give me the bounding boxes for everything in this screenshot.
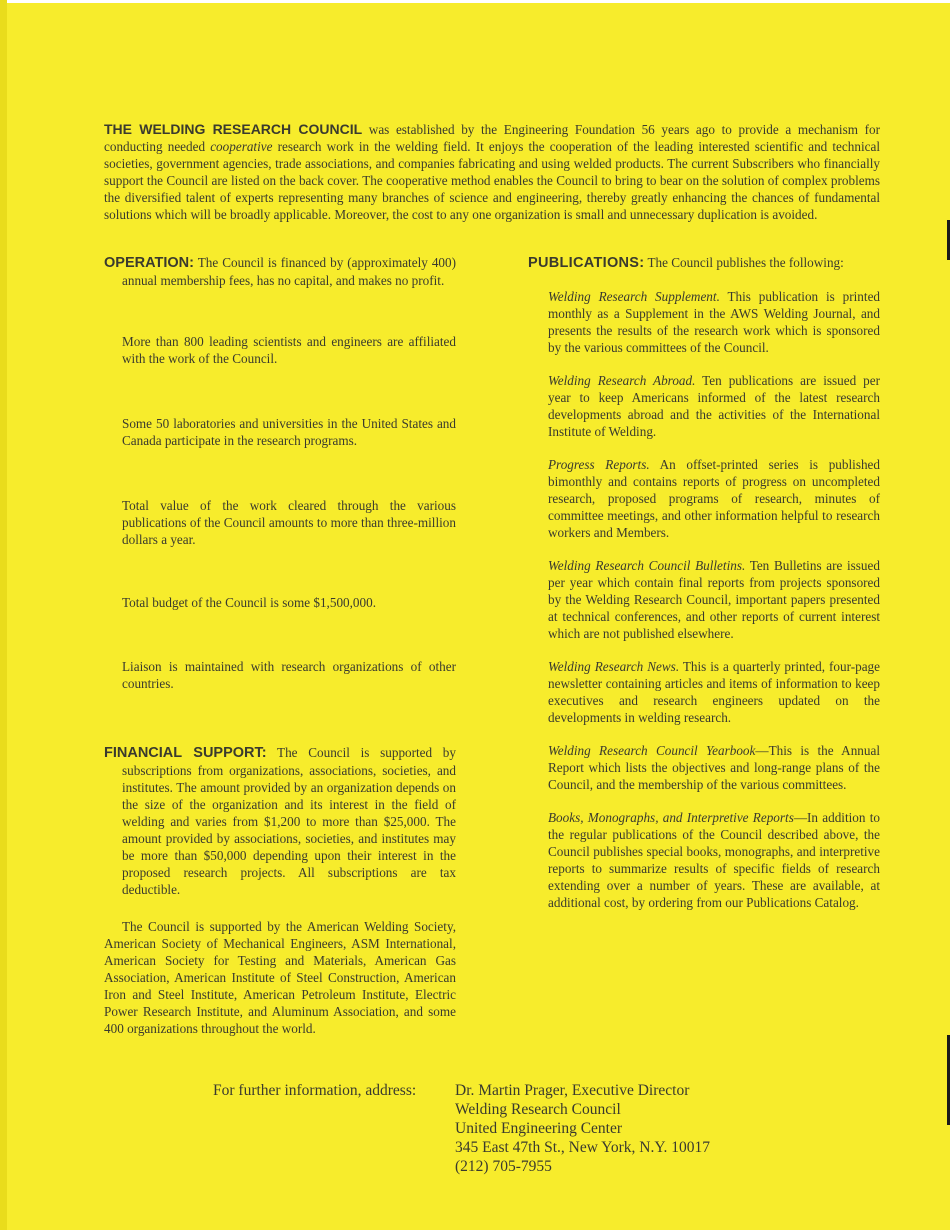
publication-body: An offset-printed series is published bimonthly and contains reports of progress on uncompleted research, proposed programs of research, minutes of committee meetings, and other information helpful to research workers and Members. (548, 457, 880, 540)
publication-item (528, 288, 880, 356)
address-line: (212) 705-7955 (455, 1158, 552, 1175)
operation-paragraph (104, 254, 456, 289)
publication-body: —In addition to the regular publications of the Council described above, the Council publishes special books, monographs, and interpretive reports to summarize results of specific fields of research extending over a number of years. These are available, at additional cost, by ordering from our Publications Catalog. (548, 810, 880, 910)
publication-item (528, 372, 880, 440)
publication-title: Welding Research Supplement. (548, 289, 720, 304)
publication-body: This is a quarterly printed, four-page newsletter containing articles and items of information to keep executives and research engineers updated on the developments in welding research. (548, 659, 880, 725)
address-line: 345 East 47th St., New York, N.Y. 10017 (455, 1139, 711, 1156)
publication-item (528, 658, 880, 726)
publication-body: This publication is printed monthly as a Supplement in the AWS Welding Journal, and presents the results of the research work which is sponsored by the various committees of the Council. (548, 289, 881, 355)
operation-item: Total value of the work cleared through the various publications of the Council amounts to more than three-million dollars a year. (122, 498, 456, 547)
right-column (528, 254, 880, 911)
financial-text: The Council is supported by subscriptions from organizations, associations, societies, and institutes. The amount provided by an organization depends on the size of the organization and its interest in the field of welding and varies from $1,200 to more than $25,000. The amount provided by associations, societies, and institutes may be more than $50,000 depending upon their interest in the proposed research projects. All subscriptions are tax deductible. (122, 745, 456, 897)
publication-title: Progress Reports. (548, 457, 650, 472)
publication-title: Welding Research Abroad. (548, 373, 696, 388)
address-line: United Engineering Center (455, 1120, 623, 1137)
address-label: For further information, address: (213, 1082, 417, 1099)
top-edge (0, 0, 950, 3)
intro-text-1: was established by the Engineering Foundation 56 years ago to provide a mechanism for conducting needed (104, 122, 880, 154)
publications-paragraph (528, 254, 880, 272)
publication-item (528, 809, 880, 911)
intro-emphasis: cooperative (210, 139, 273, 154)
operation-item: Liaison is maintained with research organizations of other countries. (122, 659, 456, 691)
publications-text: The Council publishes the following: (644, 255, 844, 270)
address-line: Welding Research Council (455, 1101, 621, 1118)
publication-item (528, 456, 880, 541)
publication-body: Ten Bulletins are issued per year which contain final reports from projects sponsored by the Welding Research Council, important papers presented at technical conferences, and other reports of current interest which are not published elsewhere. (548, 558, 880, 641)
operation-item: Some 50 laboratories and universities in the United States and Canada participate in the research programs. (122, 416, 456, 448)
operation-item: More than 800 leading scientists and engineers are affiliated with the work of the Council. (122, 334, 456, 366)
publication-title: Welding Research News. (548, 659, 680, 674)
publication-body: —This is the Annual Report which lists the objectives and long-range plans of the Council, and the membership of the various committees. (548, 743, 880, 792)
publication-title: Books, Monographs, and Interpretive Reports (548, 810, 794, 825)
financial-label: FINANCIAL SUPPORT: (104, 745, 267, 761)
address-line: Dr. Martin Prager, Executive Director (455, 1082, 690, 1099)
financial-paragraph (104, 744, 456, 898)
operation-text: The Council is financed by (approximately 400) annual membership fees, has no capital, and makes no profit. (122, 255, 456, 288)
publication-body: Ten publications are issued per year to keep Americans informed of the latest research developments abroad and the activities of the International Institute of Welding. (548, 373, 880, 439)
intro-lead: THE WELDING RESEARCH COUNCIL (104, 121, 363, 137)
left-column (104, 254, 456, 1037)
left-edge (0, 0, 7, 1230)
address-block (455, 1081, 710, 1176)
publication-title: Welding Research Council Bulletins. (548, 558, 746, 573)
publication-item (528, 742, 880, 793)
intro-text-2: research work in the welding field. It enjoys the cooperation of the leading interested scientific and technical societies, government agencies, trade associations, and companies fabricating and using welded products. The current Subscribers who financially support the Council are listed on the back cover. The cooperative method enables the Council to bring to bear on the solution of complex problems the diversified talent of experts representing many branches of science and engineering, thereby greatly enhancing the chances of fundamental solutions which will be broadly applicable. Moreover, the cost to any one organization is small and unnecessary duplication is avoided. (104, 139, 880, 222)
publications-label: PUBLICATIONS: (528, 255, 645, 271)
intro-paragraph (104, 121, 880, 223)
supporters-paragraph: The Council is supported by the American Welding Society, American Society of Mechanical Engineers, ASM International, American Society for Testing and Materials, American Gas Association, American Institute of Steel Construction, American Iron and Steel Institute, American Petroleum Institute, Electric Power Research Institute, and Aluminum Association, and some 400 organizations throughout the world. (104, 919, 456, 1036)
publication-item (528, 557, 880, 642)
operation-label: OPERATION: (104, 255, 194, 271)
publication-title: Welding Research Council Yearbook (548, 743, 756, 758)
operation-item: Total budget of the Council is some $1,500,000. (122, 595, 377, 610)
